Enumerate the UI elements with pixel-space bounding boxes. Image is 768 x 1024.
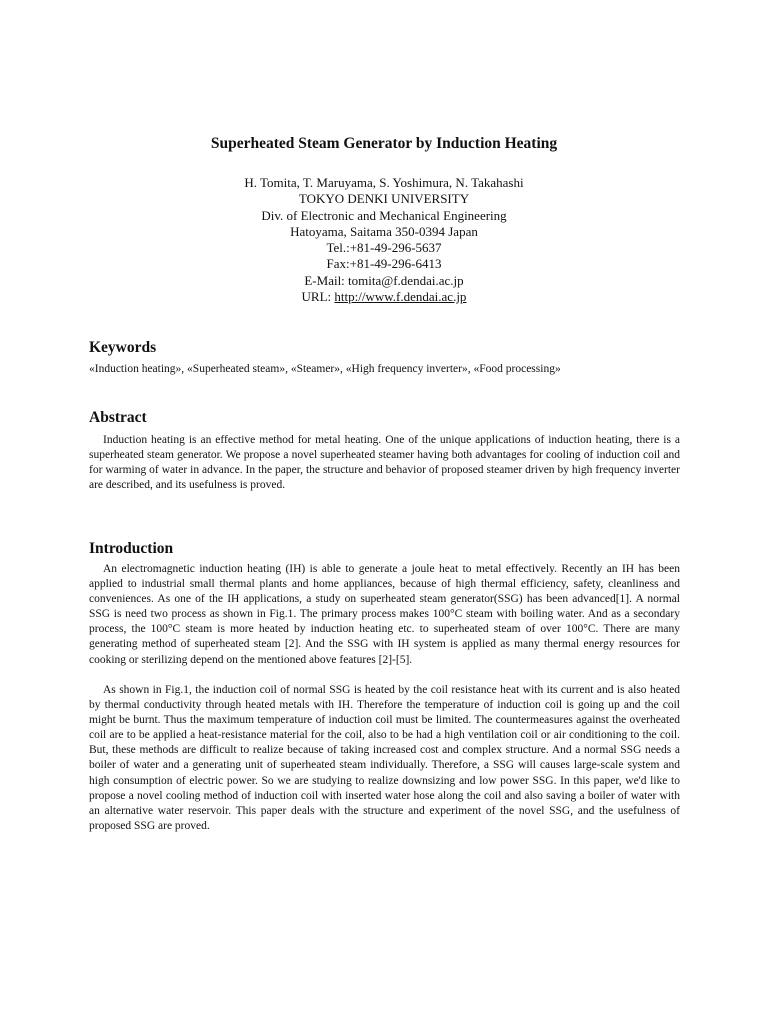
url-label: URL: (301, 289, 335, 305)
division-name: Div. of Electronic and Mechanical Engineering (261, 207, 507, 223)
introduction-paragraph-2: As shown in Fig.1, the induction coil of normal SSG is heated by the coil resistance heat with its current and is also heated by thermal conductivity through heated metals with IH. Therefore the temperature of induction coil is going up and the coil might be burnt. Thus the maximum temperature of induction coil must be limited. The countermeasures against the overheated coil are to be applied a heat-resistance material for the coil, also to be had a high ventilation coil or air conditioning to the coil. But, these methods are difficult to realize because of taking increased cost and complex structure. And a normal SSG needs a boiler of water and a generating unit of superheated steam individually. Therefore, a SSG will causes large-scale system and high consumption of electric power. So we are studying to realize downsizing and low power SSG. In this paper, we'd like to propose a novel cooling method of induction coil with inserted water hose along the coil and also saving a boiler of water with an alternative water reservoir. This paper deals with the structure and experiment of the novel SSG, and the usefulness of proposed SSG are proved. (89, 684, 680, 832)
keywords-heading: Keywords (89, 339, 157, 356)
introduction-paragraph-1: An electromagnetic induction heating (IH) is able to generate a joule heat to metal effectively. Recently an IH has been applied to industrial small thermal plants and home appliances, because of high thermal efficiency, safety, cleanliness and conveniences. As one of the IH applications, a study on superheated steam generator(SSG) has been advanced[1]. A normal SSG is need two process as shown in Fig.1. The primary process makes 100°C steam with boiling water. And as a secondary process, the 100°C steam is more heated by induction heating etc. to superheated steam of over 100°C. There are many generating method of superheated steam [2]. And the SSG with IH system is applied as many thermal energy resources for cooking or sterilizing depend on the mentioned above features [2]-[5]. (89, 563, 680, 666)
website-link[interactable]: http://www.f.dendai.ac.jp (334, 289, 467, 305)
abstract-paragraph: Induction heating is an effective method for metal heating. One of the unique applications of induction heating, there is a superheated steam generator. We propose a novel superheated steamer having both advantages for cooling of induction coil and for warming of water in advance. In the paper, the structure and behavior of proposed steamer driven by high frequency inverter are described, and its usefulness is proved. (89, 434, 680, 492)
keywords-list: «Induction heating», «Superheated steam», «Steamer», «High frequency inverter», «Food processing» (89, 363, 561, 375)
abstract-heading: Abstract (89, 409, 147, 426)
url-line (0, 289, 768, 305)
email-address: E-Mail: tomita@f.dendai.ac.jp (304, 272, 464, 288)
fax-number: Fax:+81-49-296-6413 (326, 256, 442, 272)
author-names: H. Tomita, T. Maruyama, S. Yoshimura, N. Takahashi (244, 175, 524, 190)
introduction-heading: Introduction (89, 540, 174, 557)
author-block (0, 175, 768, 305)
postal-address: Hatoyama, Saitama 350-0394 Japan (290, 223, 478, 239)
telephone-number: Tel.:+81-49-296-5637 (326, 240, 442, 256)
paper-title: Superheated Steam Generator by Induction Heating (210, 135, 558, 152)
university-name: TOKYO DENKI UNIVERSITY (298, 191, 470, 207)
